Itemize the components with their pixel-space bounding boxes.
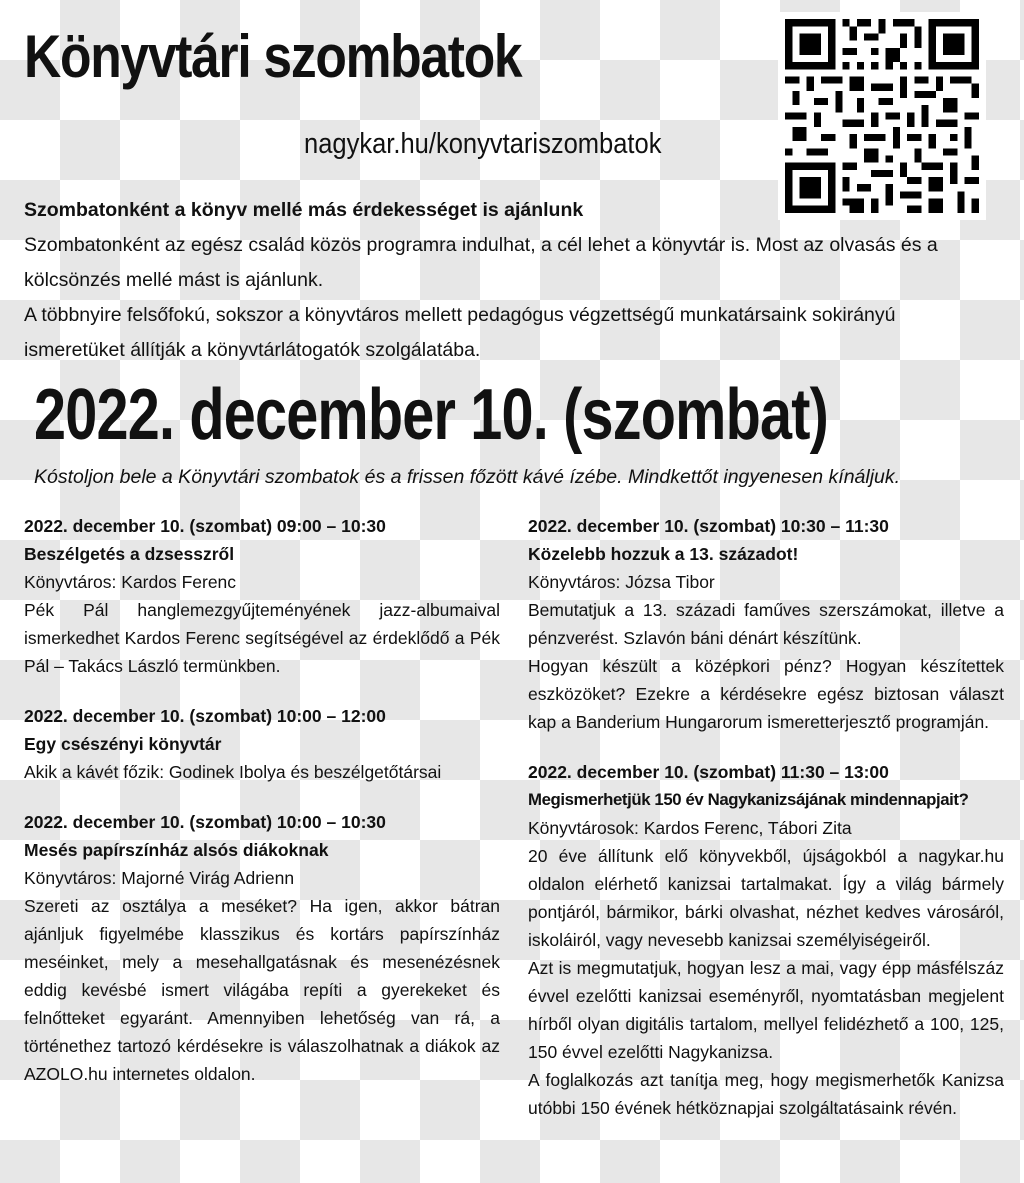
qr-code-icon[interactable] <box>778 12 986 220</box>
left-column <box>24 512 500 1110</box>
event-date-headline: 2022. december 10. (szombat) <box>34 375 828 455</box>
event-nagykanizsa <box>528 758 1004 1122</box>
intro-section <box>24 193 974 368</box>
event-title: Egy csészényi könyvtár <box>24 734 222 754</box>
event-description-3: A foglalkozás azt tanítja meg, hogy megismerhetők Kanizsa utóbbi 150 évének hétköznapjai szolgáltatásaink révén. <box>528 1070 1004 1118</box>
right-column <box>528 512 1004 1144</box>
event-13th-century <box>528 512 1004 736</box>
intro-paragraph-1: Szombatonként az egész család közös programra indulhat, a cél lehet a könyvtár is. Most az olvasás és a kölcsönzés mellé mást is ajánlunk. <box>24 234 938 291</box>
website-link[interactable]: nagykar.hu/konyvtariszombatok <box>304 128 662 160</box>
event-description-2: Hogyan készült a középkori pénz? Hogyan készítettek eszközöket? Ezekre a kérdésekre egész biztosan választ kap a Banderium Hungarorum ismeretterjesztő programján. <box>528 656 1004 732</box>
event-title: Megismerhetjük 150 év Nagykanizsájának mindennapjait? <box>528 790 969 809</box>
event-time: 2022. december 10. (szombat) 10:30 – 11:30 <box>528 516 889 536</box>
event-host: Akik a kávét főzik: Godinek Ibolya és beszélgetőtársai <box>24 762 442 782</box>
page-title: Könyvtári szombatok <box>24 23 522 90</box>
intro-heading: Szombatonként a könyv mellé más érdekességet is ajánlunk <box>24 199 584 221</box>
event-host: Könyvtárosok: Kardos Ferenc, Tábori Zita <box>528 818 852 838</box>
event-title: Mesés papírszínház alsós diákoknak <box>24 840 329 860</box>
event-description: Pék Pál hanglemezgyűjteményének jazz-albumaival ismerkedhet Kardos Ferenc segítségével az érdeklődő a Pék Pál – Takács László termünkben. <box>24 600 500 676</box>
event-description-2: Azt is megmutatjuk, hogyan lesz a mai, vagy épp másfélszáz évvel ezelőtti kanizsai eseményről, nyomtatásban megjelent hírből olyan digitális tartalom, mellyel felidézhető a 100, 125, 150 évvel ezelőtti Nagykanizsa. <box>528 958 1004 1062</box>
event-description: Szereti az osztálya a meséket? Ha igen, akkor bátran ajánljuk figyelmébe klasszikus és kortárs papírszínház meséinket, mely a mesehallgatásnak és mesenézésnek eddig kevésbé ismert világába repíti a gyerekeket és felnőtteket egyaránt. Amennyiben lehetőség van rá, a történethez tartozó kérdésekre is válaszolhatnak a diákok az AZOLO.hu internetes oldalon. <box>24 896 500 1084</box>
event-paper-theatre <box>24 808 500 1088</box>
event-description: Bemutatjuk a 13. századi faműves szerszámokat, illetve a pénzverést. Szlavón báni dénárt készítünk. <box>528 600 1004 648</box>
event-title: Beszélgetés a dzsesszről <box>24 544 235 564</box>
event-description: 20 éve állítunk elő könyvekből, újságokból a nagykar.hu oldalon elérhető kanizsai tartalmakat. Így a világ bármely pontjáról, bármikor, bárki olvashat, nézhet kedves városáról, iskoláiról, vagy nevesebb kanizsai személyiségeiről. <box>528 846 1004 950</box>
event-host: Könyvtáros: Kardos Ferenc <box>24 572 237 592</box>
event-jazz <box>24 512 500 680</box>
event-host: Könyvtáros: Majorné Virág Adrienn <box>24 868 295 888</box>
tagline: Kóstoljon bele a Könyvtári szombatok és a frissen főzött kávé ízébe. Mindkettőt ingyenesen kínáljuk. <box>34 466 901 488</box>
event-time: 2022. december 10. (szombat) 11:30 – 13:00 <box>528 762 889 782</box>
intro-paragraph-2: A többnyire felsőfokú, sokszor a könyvtáros mellett pedagógus végzettségű munkatársaink sokirányú ismeretüket állítják a könyvtárlátogatók szolgálatába. <box>24 304 896 361</box>
event-time: 2022. december 10. (szombat) 10:00 – 12:00 <box>24 706 386 726</box>
event-title: Közelebb hozzuk a 13. századot! <box>528 544 799 564</box>
event-coffee <box>24 702 500 786</box>
event-time: 2022. december 10. (szombat) 10:00 – 10:30 <box>24 812 386 832</box>
event-host: Könyvtáros: Józsa Tibor <box>528 572 715 592</box>
event-time: 2022. december 10. (szombat) 09:00 – 10:30 <box>24 516 386 536</box>
